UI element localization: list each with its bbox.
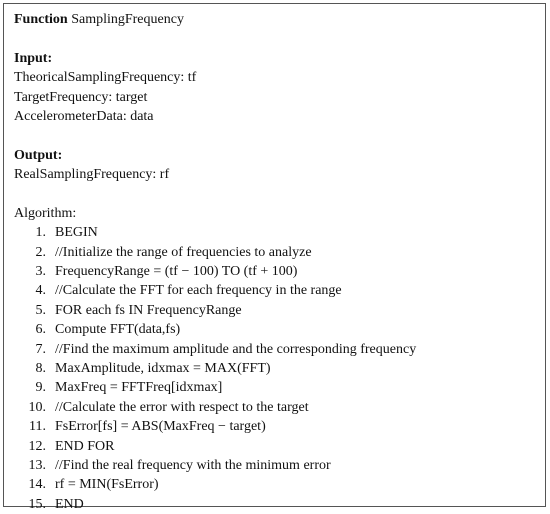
algorithm-step [14,398,537,417]
algorithm-steps [14,223,537,514]
algorithm-step [14,262,537,281]
step-text: MaxAmplitude, idxmax = MAX(FFT) [55,361,271,377]
algorithm-heading: Algorithm: [14,205,77,221]
algorithm-step [14,378,537,397]
step-text: rf = MIN(FsError) [55,477,159,493]
algorithm-step [14,281,537,300]
input-heading: Input: [14,50,53,66]
spacer [14,126,537,145]
step-text: //Initialize the range of frequencies to analyze [55,244,312,260]
function-keyword: Function [14,12,68,27]
step-number: 1. [35,225,46,241]
step-number: 3. [35,264,46,280]
step-number: 14. [28,477,46,493]
step-text: //Find the maximum amplitude and the corresponding frequency [55,341,417,357]
algorithm-step [14,417,537,436]
step-text: FrequencyRange = (tf − 100) TO (tf + 100) [55,264,298,280]
output-heading: Output: [14,147,63,163]
algorithm-step [14,475,537,494]
spacer [14,29,537,48]
input-line: TargetFrequency: target [14,89,148,105]
algorithm-step [14,359,537,378]
step-text: END [55,496,84,512]
algorithm-box [3,3,546,512]
step-text: FsError[fs] = ABS(MaxFreq − target) [55,419,266,435]
spacer [14,185,537,204]
algorithm-step [14,320,537,339]
step-number: 2. [35,244,46,260]
function-name: SamplingFrequency [67,12,184,27]
step-number: 5. [35,302,46,318]
step-number: 10. [28,399,46,415]
input-line: TheoricalSamplingFrequency: tf [14,70,197,86]
step-number: 7. [35,341,46,357]
step-number: 11. [29,419,46,435]
step-text: //Calculate the error with respect to the target [55,399,309,415]
step-text: FOR each fs IN FrequencyRange [55,302,242,318]
algorithm-step [14,243,537,262]
algorithm-step [14,495,537,514]
step-number: 9. [35,380,46,396]
step-number: 13. [28,457,46,473]
step-number: 4. [35,283,46,299]
step-number: 6. [35,322,46,338]
step-number: 15. [28,496,46,512]
step-text: MaxFreq = FFTFreq[idxmax] [55,380,223,396]
step-text: //Find the real frequency with the minimum error [55,457,331,473]
function-header [14,10,537,29]
algorithm-step [14,340,537,359]
step-text: END FOR [55,438,115,454]
algorithm-step [14,301,537,320]
step-text: //Calculate the FFT for each frequency in the range [55,283,342,299]
step-text: BEGIN [55,225,98,241]
input-line: AccelerometerData: data [14,108,154,124]
step-number: 8. [35,361,46,377]
algorithm-step [14,456,537,475]
algorithm-step [14,437,537,456]
algorithm-step [14,223,537,242]
algorithm-content [14,10,537,514]
step-number: 12. [28,438,46,454]
output-line: RealSamplingFrequency: rf [14,167,170,183]
step-text: Compute FFT(data,fs) [55,322,181,338]
